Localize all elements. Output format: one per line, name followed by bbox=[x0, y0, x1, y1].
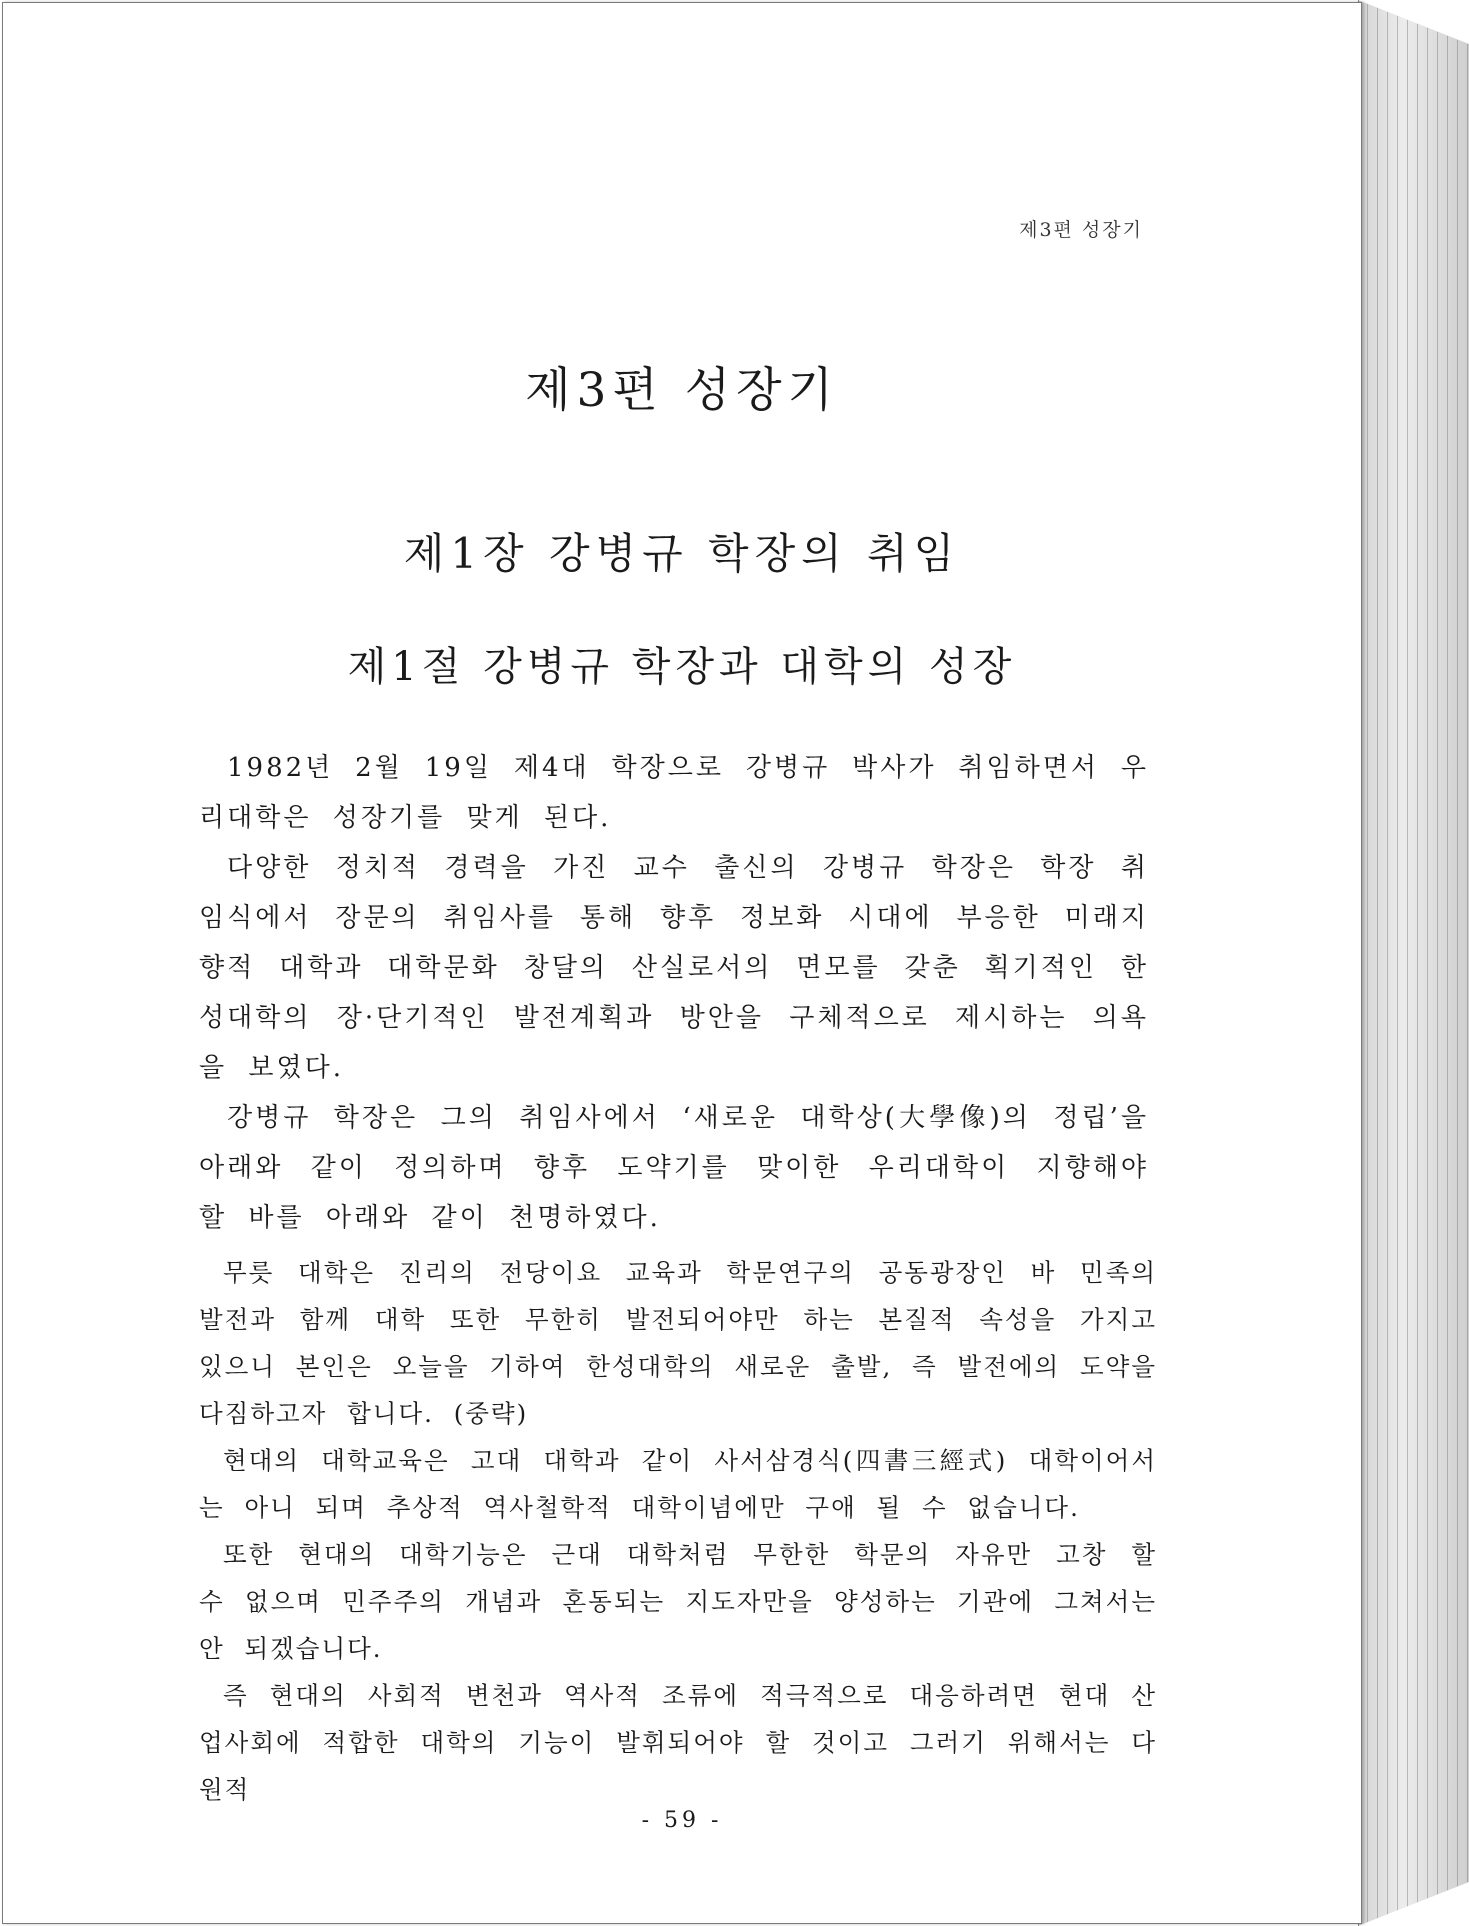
body-paragraph: 강병규 학장은 그의 취임사에서 ‘새로운 대학상(大學像)의 정립’을 아래와 같이 정의하며 향후 도약기를 맞이한 우리대학이 지향해야 할 바를 아래와 같이 천명하였다. bbox=[199, 1103, 1149, 1233]
page-number: - 59 - bbox=[641, 1808, 723, 1833]
body-text bbox=[199, 743, 1149, 1243]
section-title: 제1절 강병규 학장과 대학의 성장 bbox=[347, 644, 1017, 690]
body-paragraph: 다양한 정치적 경력을 가진 교수 출신의 강병규 학장은 학장 취임식에서 장문의 취임사를 통해 향후 정보화 시대에 부응한 미래지향적 대학과 대학문화 창달의 산실로서의 면모를 갖춘 획기적인 한성대학의 장·단기적인 발전계획과 방안을 구체적으로 제시하는 의욕을 보였다. bbox=[199, 853, 1149, 1083]
quote-paragraph: 무릇 대학은 진리의 전당이요 교육과 학문연구의 공동광장인 바 민족의 발전과 함께 대학 또한 무한히 발전되어야만 하는 본질적 속성을 가지고 있으니 본인은 오늘을 기하여 한성대학의 새로운 출발, 즉 발전에의 도약을 다짐하고자 합니다. (중략) bbox=[199, 1258, 1157, 1428]
body-paragraph: 1982년 2월 19일 제4대 학장으로 강병규 박사가 취임하면서 우리대학은 성장기를 맞게 된다. bbox=[199, 753, 1149, 833]
part-title: 제3편 성장기 bbox=[525, 363, 839, 418]
inaugural-address-quote bbox=[199, 1249, 1157, 1813]
running-header: 제3편 성장기 bbox=[1019, 219, 1143, 241]
chapter-title: 제1장 강병규 학장의 취임 bbox=[403, 529, 961, 578]
book-page bbox=[2, 2, 1362, 1924]
quote-paragraph: 현대의 대학교육은 고대 대학과 같이 사서삼경식(四書三經式) 대학이어서는 아니 되며 추상적 역사철학적 대학이념에만 구애 될 수 없습니다. bbox=[199, 1446, 1157, 1522]
quote-paragraph: 즉 현대의 사회적 변천과 역사적 조류에 적극적으로 대응하려면 현대 산업사회에 적합한 대학의 기능이 발휘되어야 할 것이고 그러기 위해서는 다원적 bbox=[199, 1681, 1157, 1804]
quote-paragraph: 또한 현대의 대학기능은 근대 대학처럼 무한한 학문의 자유만 고창 할 수 없으며 민주주의 개념과 혼동되는 지도자만을 양성하는 기관에 그쳐서는 안 되겠습니다. bbox=[199, 1540, 1157, 1663]
book-page-edge-lines bbox=[1358, 0, 1468, 1926]
